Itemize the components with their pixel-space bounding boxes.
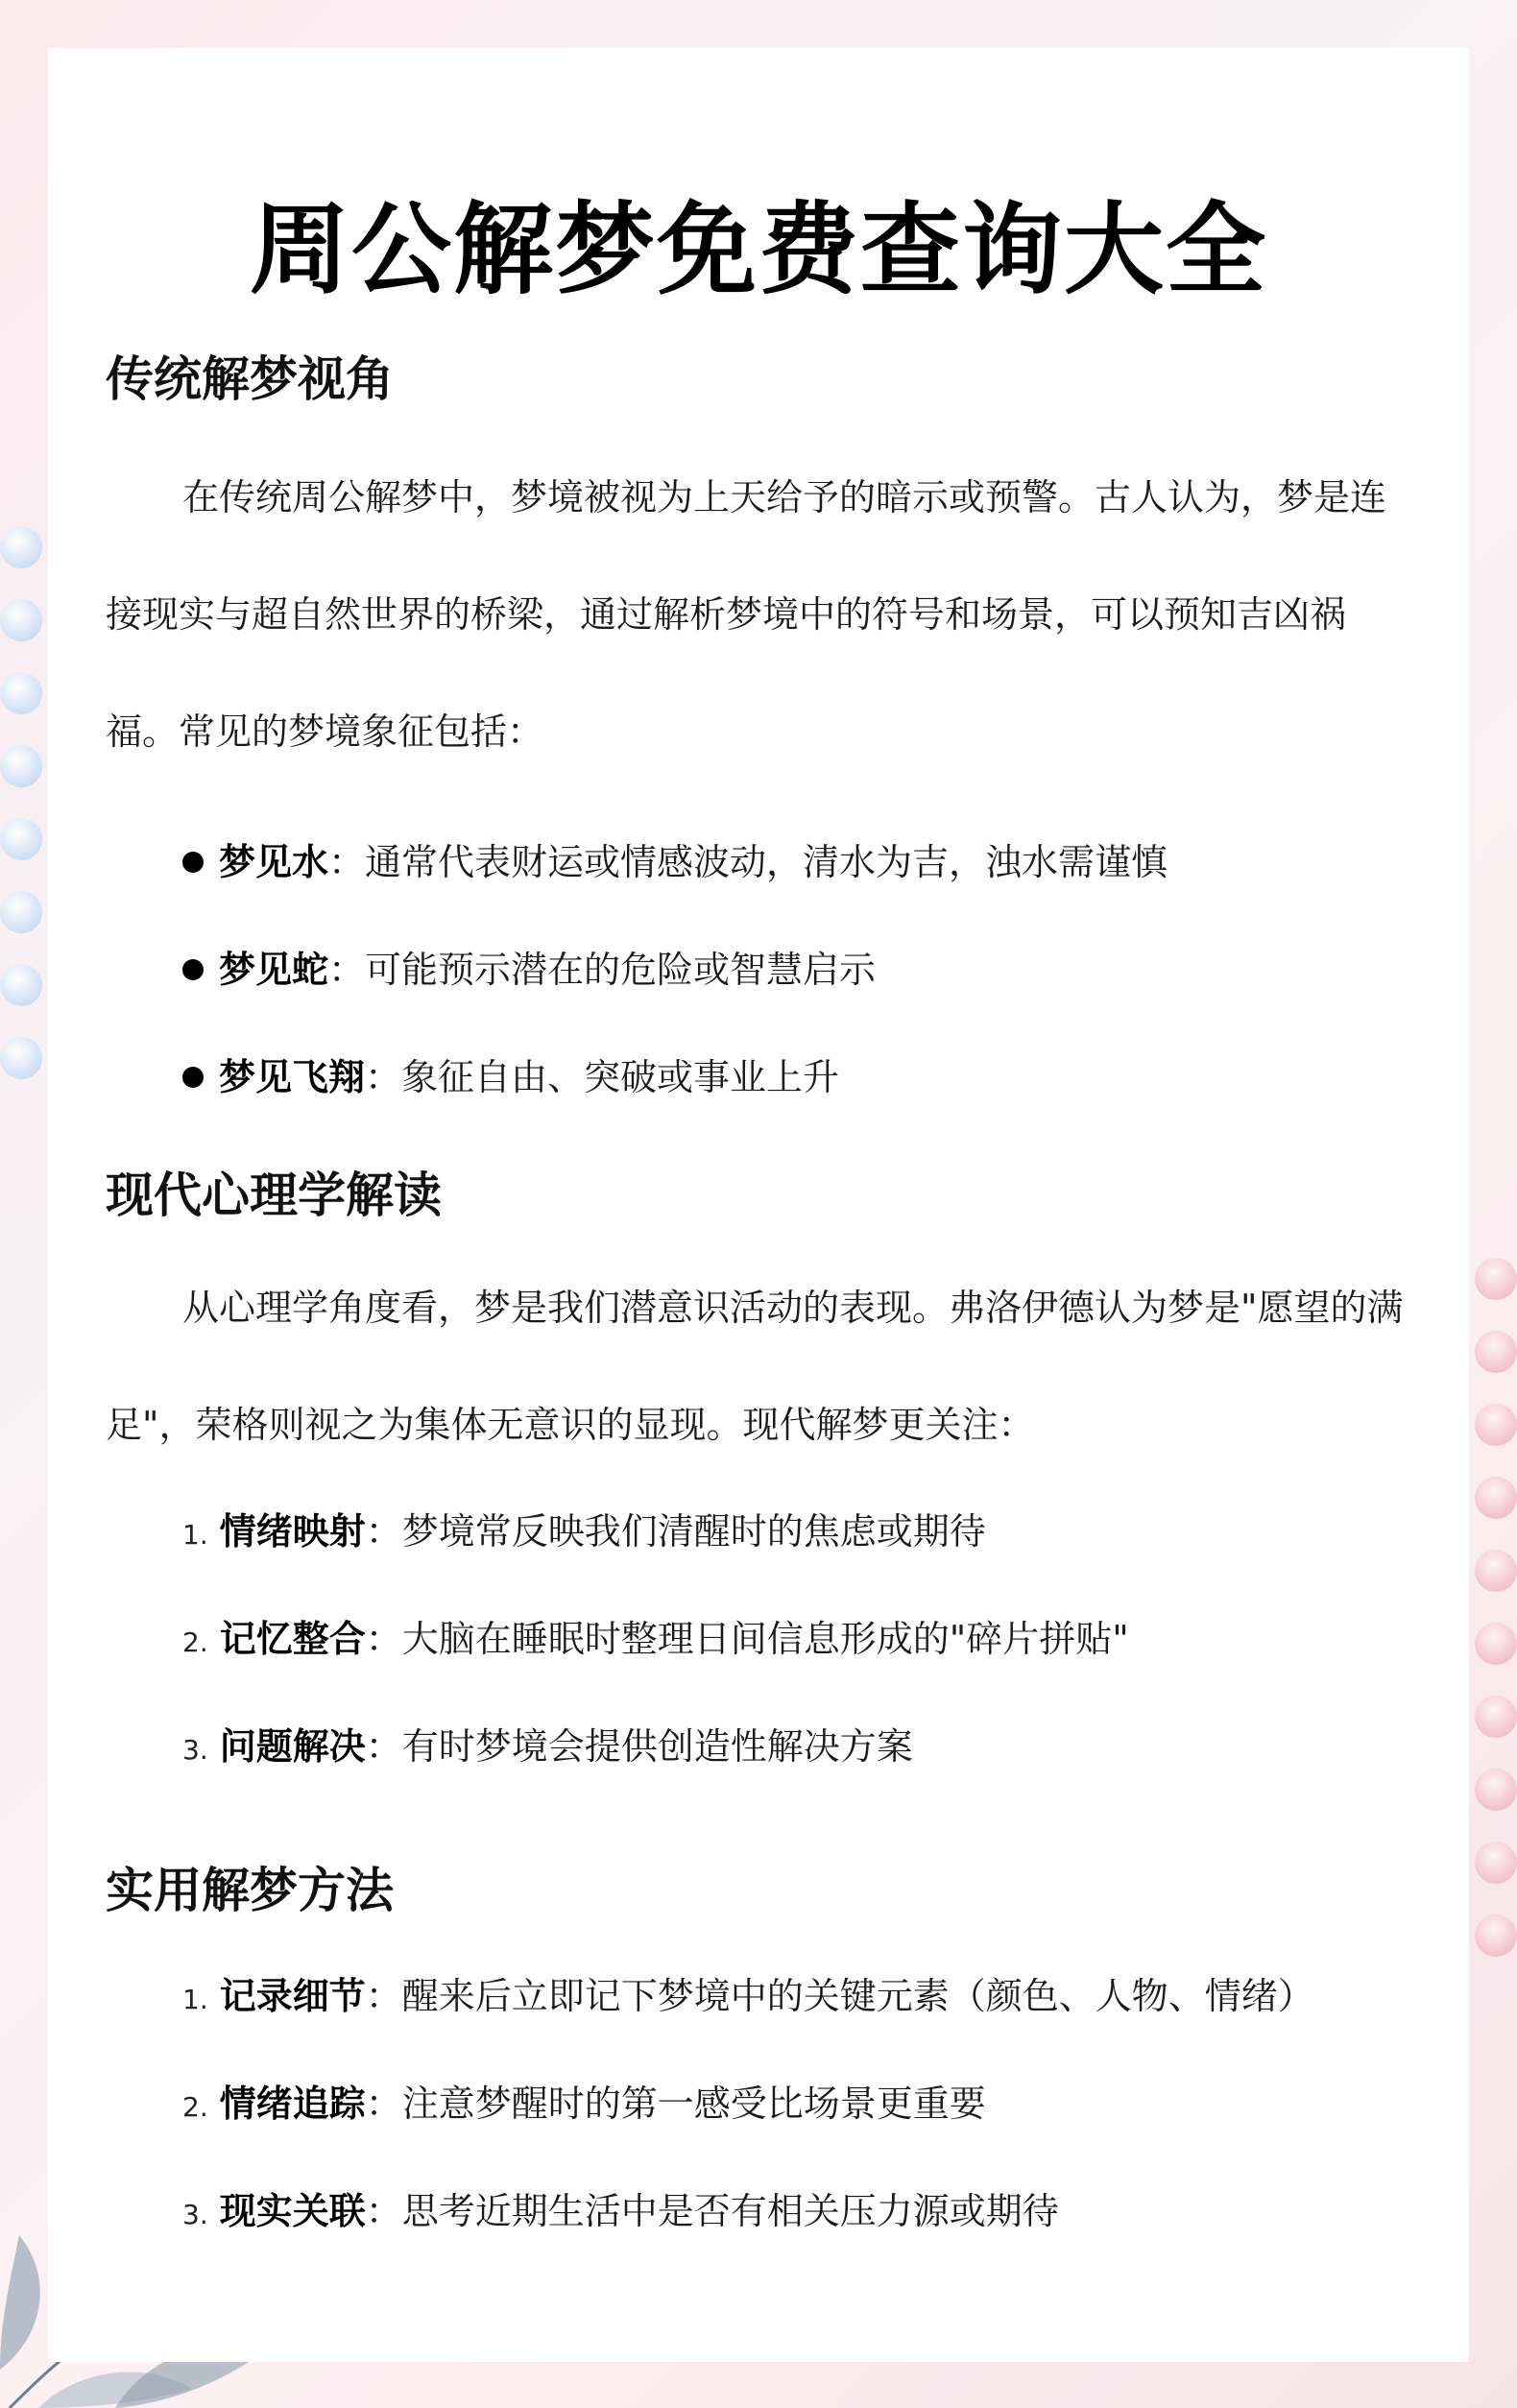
list-item-desc: ：可能预示潜在的危险或智慧启示: [328, 949, 877, 991]
decorative-bead: [1475, 1477, 1517, 1519]
list-item-term: 记录细节: [219, 1975, 366, 2017]
list-item-number: 1.: [182, 1519, 208, 1551]
list-methods: [182, 1967, 1314, 2290]
list-traditional-symbols: [182, 833, 1168, 1156]
decorative-bead: [1475, 1696, 1517, 1738]
decorative-bead: [1475, 1842, 1517, 1884]
decorative-bead: [1475, 1769, 1517, 1811]
list-item-desc: ：有时梦境会提供创造性解决方案: [365, 1725, 913, 1768]
decorative-bead: [1475, 1404, 1517, 1446]
decorative-bead: [1475, 1914, 1517, 1957]
decorative-bead: [0, 745, 42, 787]
list-item-desc: ：思考近期生活中是否有相关压力源或期待: [365, 2190, 1059, 2232]
list-item: [182, 2075, 1314, 2182]
list-item: [182, 1048, 1168, 1156]
list-item-term: 梦见水: [219, 841, 329, 883]
list-item: [182, 2182, 1314, 2290]
bullet-icon: [182, 959, 204, 980]
section-heading-psychology: 现代心理学解读: [106, 1168, 442, 1223]
decorative-bead: [1475, 1550, 1517, 1592]
list-item: [182, 941, 1168, 1048]
list-item-number: 2.: [182, 1626, 208, 1658]
list-item-term: 情绪追踪: [219, 2083, 366, 2125]
list-item: [182, 1718, 1129, 1825]
list-item-desc: ：大脑在睡眠时整理日间信息形成的"碎片拼贴": [365, 1618, 1129, 1660]
list-item: [182, 1610, 1129, 1718]
list-item: [182, 1503, 1129, 1610]
bullet-icon: [182, 1067, 204, 1088]
decorative-bead: [0, 672, 42, 714]
list-item-term: 现实关联: [219, 2190, 366, 2232]
article-card: [48, 48, 1469, 2362]
list-item-term: 问题解决: [219, 1725, 366, 1768]
list-item-desc: ：象征自由、突破或事业上升: [365, 1056, 840, 1098]
decorative-bead: [0, 818, 42, 860]
paragraph-traditional: 在传统周公解梦中，梦境被视为上天给予的暗示或预警。古人认为，梦是连接现实与超自然世界的桥梁，通过解析梦境中的符号和场景，可以预知吉凶祸福。常见的梦境象征包括：: [106, 476, 1387, 753]
list-item-desc: ：通常代表财运或情感波动，清水为吉，浊水需谨慎: [328, 841, 1168, 883]
list-item-number: 2.: [182, 2091, 208, 2123]
section-heading-traditional: 传统解梦视角: [106, 351, 394, 407]
list-psychology-points: [182, 1503, 1129, 1825]
decorative-bead: [1475, 1331, 1517, 1373]
bullet-icon: [182, 852, 204, 873]
list-item-number: 3.: [182, 2199, 208, 2230]
list-item-term: 记忆整合: [219, 1618, 366, 1660]
list-item-term: 情绪映射: [219, 1510, 366, 1553]
list-item: [182, 1967, 1314, 2075]
page-title: 周公解梦免费查询大全: [249, 191, 1267, 308]
list-item-desc: ：注意梦醒时的第一感受比场景更重要: [365, 2083, 986, 2125]
decorative-bead: [0, 964, 42, 1006]
decorative-bead: [1475, 1258, 1517, 1300]
list-item-term: 梦见飞翔: [219, 1056, 366, 1098]
list-item-term: 梦见蛇: [219, 949, 329, 991]
decorative-bead: [0, 891, 42, 933]
list-item: [182, 833, 1168, 941]
decorative-bead: [0, 599, 42, 641]
decorative-bead: [0, 526, 42, 568]
list-item-number: 1.: [182, 1984, 208, 2015]
paragraph-psychology: 从心理学角度看，梦是我们潜意识活动的表现。弗洛伊德认为梦是"愿望的满足"，荣格则视之为集体无意识的显现。现代解梦更关注：: [106, 1287, 1404, 1446]
list-item-desc: ：醒来后立即记下梦境中的关键元素（颜色、人物、情绪）: [365, 1975, 1314, 2017]
section-heading-methods: 实用解梦方法: [106, 1863, 394, 1918]
decorative-bead: [0, 1037, 42, 1079]
list-item-number: 3.: [182, 1734, 208, 1766]
list-item-desc: ：梦境常反映我们清醒时的焦虑或期待: [365, 1510, 986, 1553]
decorative-bead: [1475, 1623, 1517, 1665]
